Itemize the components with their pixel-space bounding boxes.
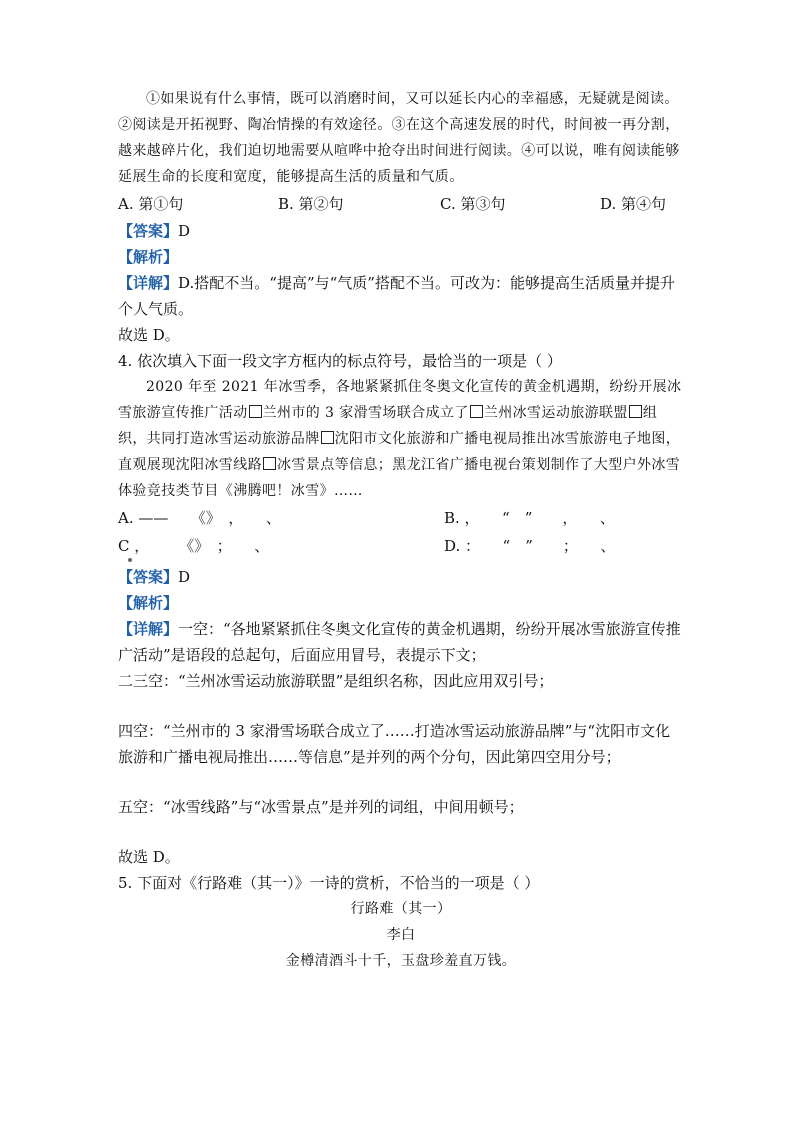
poem-author: 李白 [386, 927, 416, 943]
q4-option-b: B. ， “ ” ， 、 [444, 509, 615, 527]
q4-part-2: 兰州市的 3 家滑雪场联合成立了 [262, 405, 469, 421]
q4-part-1: 2020 年至 2021 年冰雪季，各地紧紧抓住冬奥文化宣传的黄金机遇期，纷纷开展冰雪旅游宣传推广活动 [118, 379, 682, 421]
answer-value: D [178, 222, 191, 240]
detail-line-1: 一空：“各地紧紧抓住冬奥文化宣传的黄金机遇期，纷纷开展冰雪旅游宣传推广活动”是语段的总起句，后面应用冒号，表提示下文； [118, 620, 681, 664]
q4-options-row-2 [118, 532, 684, 560]
detail-label: 【详解】 [118, 274, 179, 292]
answer-value: D [178, 568, 191, 586]
q4-part-6: 冰雪景点等信息；黑龙江省广播电视台策划制作了大型户外冰雪体验竞技类节目《沸腾吧！冰雪》…… [118, 457, 681, 499]
q3-analysis [118, 244, 684, 270]
q3-conclusion: 故选 D。 [118, 326, 180, 344]
q4-options-row-1 [118, 504, 684, 532]
detail-label: 【详解】 [118, 620, 179, 638]
q3-options [118, 190, 684, 218]
analysis-label: 【解析】 [118, 248, 179, 266]
blank-box-2 [470, 405, 483, 418]
q3-passage: ①如果说有什么事情，既可以消磨时间，又可以延长内心的幸福感，无疑就是阅读。②阅读是开拓视野、陶冶情操的有效途径。③在这个高速发展的时代，时间被一再分割，越来越碎片化，我们迫切地需要从喧哗中抢夺出时间进行阅读。④可以说，唯有阅读能够延展生命的长度和宽度，能够提高生活的质量和气质。 [118, 91, 680, 185]
q4-option-c: C ， 《》 ； 、 [118, 537, 270, 555]
q4-option-a: A. —— 《》 ， 、 [118, 509, 281, 527]
q4-detail-2: 二三空：“兰州冰雪运动旅游联盟”是组织名称，因此应用双引号； [118, 672, 554, 690]
analysis-label: 【解析】 [118, 594, 179, 612]
document-page [118, 86, 684, 974]
q3-detail [118, 270, 684, 322]
answer-label: 【答案】 [118, 222, 179, 240]
q3-option-c: C. 第③句 [440, 195, 506, 213]
q5-stem: 5. 下面对《行路难（其一）》一诗的赏析，不恰当的一项是（ ） [118, 874, 540, 892]
q4-analysis [118, 590, 684, 616]
q4-part-3: 兰州冰雪运动旅游联盟 [483, 405, 628, 421]
detail-text: D.搭配不当。“提高”与“气质”搭配不当。可改为：能够提高生活质量并提升个人气质。 [118, 274, 675, 318]
q4-detail-1 [118, 616, 684, 668]
q3-answer [118, 218, 684, 244]
q4-passage [118, 374, 684, 504]
q4-part-4: 组织，共同打造冰雪运动旅游品牌 [118, 405, 658, 447]
q4-conclusion: 故选 D。 [118, 848, 180, 866]
answer-label: 【答案】 [118, 568, 179, 586]
q4-answer [118, 564, 684, 590]
q3-option-a: A. 第①句 [118, 195, 184, 213]
q3-option-b: B. 第②句 [278, 195, 344, 213]
blank-box-1 [249, 405, 262, 418]
q3-option-d: D. 第④句 [600, 195, 667, 213]
blank-box-5 [263, 457, 276, 470]
poem-line-1: 金樽清酒斗十千，玉盘珍羞直万钱。 [285, 953, 517, 969]
poem-title: 行路难（其一） [350, 901, 452, 917]
q4-option-d: D. ： “ ” ； 、 [444, 537, 616, 555]
q4-detail-4: 五空：“冰雪线路”与“冰雪景点”是并列的词组，中间用顿号； [118, 798, 524, 816]
q4-part-5: 沈阳市文化旅游和广播电视局推出冰雪旅游电子地图，直观展现沈阳冰雪线路 [118, 431, 681, 473]
blank-box-4 [321, 431, 334, 444]
blank-box-3 [629, 405, 642, 418]
q4-stem: 4. 依次填入下面一段文字方框内的标点符号，最恰当的一项是（ ） [118, 352, 562, 370]
q4-detail-3: 四空：“兰州市的 3 家滑雪场联合成立了……打造冰雪运动旅游品牌”与“沈阳市文化旅游和广播电视局推出……等信息”是并列的两个分句，因此第四空用分号； [118, 722, 671, 766]
